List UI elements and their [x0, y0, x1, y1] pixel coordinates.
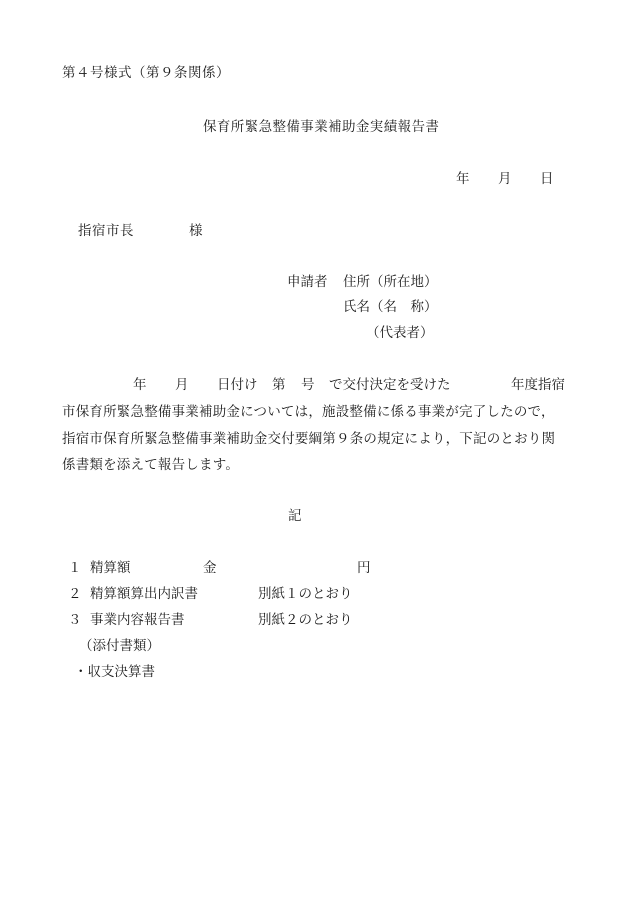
applicant-address-label: 住所（所在地） [343, 274, 438, 290]
body-no-suffix: 号 [301, 377, 315, 393]
document-title: 保育所緊急整備事業補助金実績報告書 [203, 119, 440, 135]
item-3-number: ３ [68, 612, 82, 628]
body-dated: 日付け [217, 377, 258, 393]
addressee-honorific: 様 [189, 223, 203, 239]
item-3-value: 別紙２のとおり [258, 612, 353, 628]
item-1-number: １ [68, 560, 82, 576]
body-decision: で交付決定を受けた [329, 377, 451, 393]
item-2-number: ２ [68, 586, 82, 602]
addressee-name: 指宿市長 [78, 223, 134, 239]
body-fiscal: 年度指宿 [511, 377, 565, 393]
applicant-label: 申請者 [287, 274, 328, 290]
attachment-item: ・収支決算書 [74, 664, 155, 680]
body-month: 月 [175, 377, 189, 393]
body-year: 年 [133, 377, 147, 393]
date-day-label: 日 [540, 171, 554, 187]
body-line-2: 市保育所緊急整備事業補助金については，施設整備に係る事業が完了したので， [62, 404, 555, 420]
body-line-3: 指宿市保育所緊急整備事業補助金交付要綱第９条の規定により，下記のとおり関 [62, 431, 556, 447]
item-2-label: 精算額算出内訳書 [90, 586, 198, 602]
body-line-4: 係書類を添えて報告します。 [62, 457, 240, 473]
item-1-label: 精算額 [90, 560, 131, 576]
attachments-heading: （添付書類） [79, 638, 160, 654]
form-label: 第４号様式（第９条関係） [62, 65, 230, 81]
date-month-label: 月 [498, 171, 512, 187]
applicant-representative-label: （代表者） [366, 325, 434, 341]
date-year-label: 年 [456, 171, 470, 187]
item-1-value: 円 [357, 560, 371, 576]
applicant-name-label: 氏名（名 称） [343, 299, 438, 315]
body-no-prefix: 第 [272, 377, 286, 393]
item-3-label: 事業内容報告書 [90, 612, 185, 628]
item-2-value: 別紙１のとおり [258, 586, 353, 602]
item-1-mid: 金 [203, 560, 217, 576]
ki-marker: 記 [288, 508, 302, 524]
